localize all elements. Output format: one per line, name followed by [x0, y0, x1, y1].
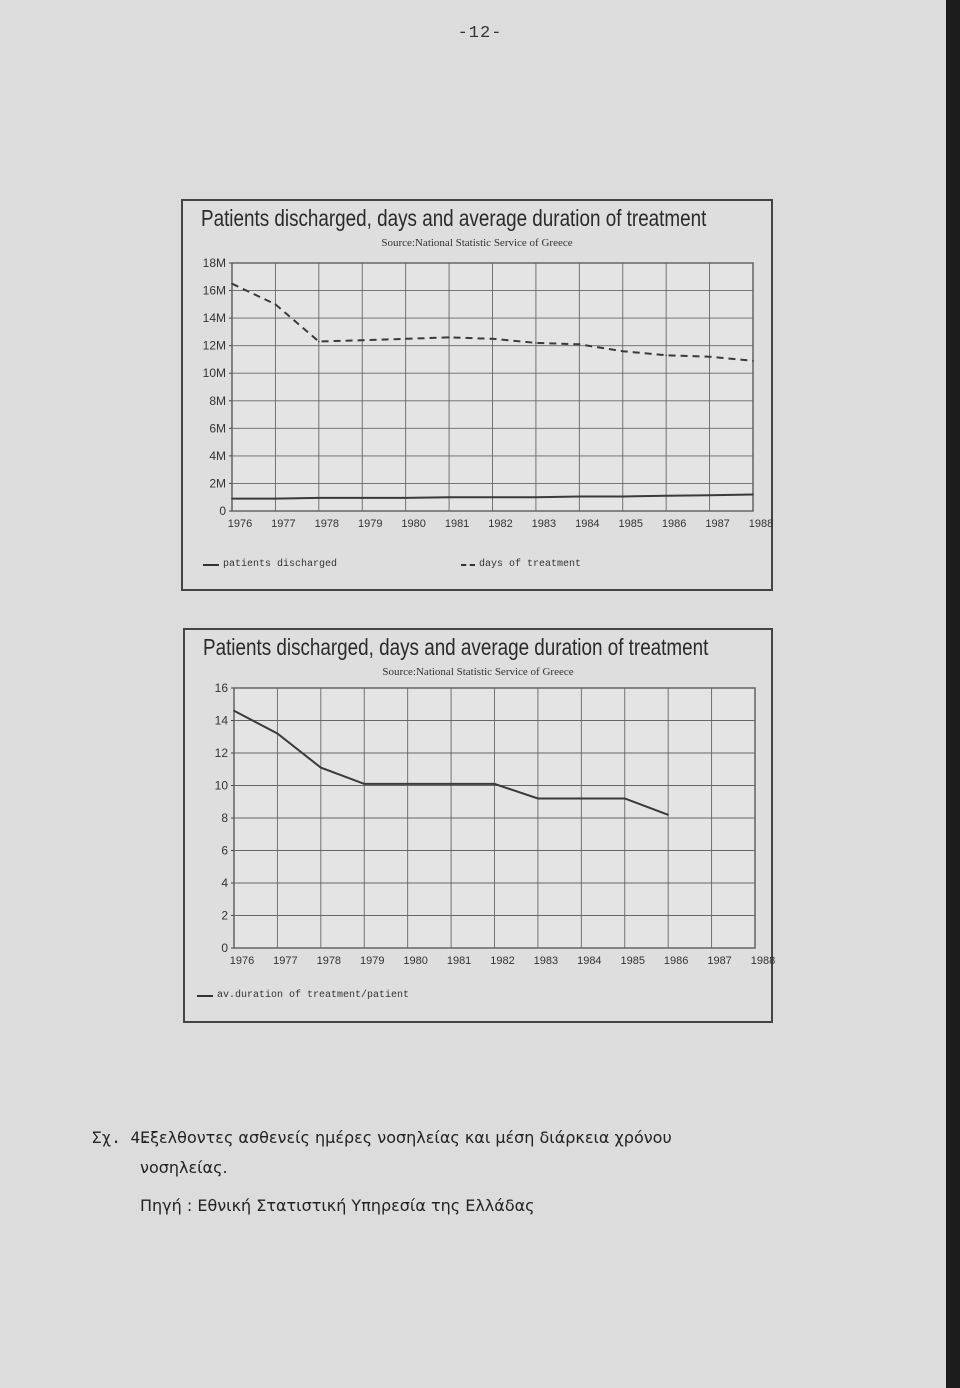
chart-2-y-tick-label: 6 [221, 843, 228, 858]
chart-2-subtitle: Source:National Statistic Service of Greece [382, 666, 574, 678]
figure-source: Πηγή : Εθνική Στατιστική Υπηρεσία της Ελλάδας [140, 1196, 535, 1215]
chart-1-series-1-point [405, 497, 407, 499]
chart-panel-2 [183, 628, 776, 1023]
chart-1-x-tick-label: 1988 [748, 518, 774, 530]
chart-2-series-1-point [667, 814, 669, 816]
chart-1-series-1-point [231, 498, 233, 500]
chart-1-subtitle: Source:National Statistic Service of Greece [381, 237, 573, 249]
chart-2-x-tick-label: 1976 [229, 955, 255, 967]
chart-1-series-2-point [361, 339, 363, 341]
chart-1-series-2-point [275, 304, 277, 306]
chart-2-series-1-point [537, 798, 539, 800]
chart-2-y-tick-label: 12 [214, 746, 228, 760]
chart-1-plot [183, 201, 774, 589]
chart-1-series-1-point [492, 496, 494, 498]
chart-1-x-tick-label: 1982 [488, 518, 513, 530]
scan-edge [946, 0, 960, 1388]
figure-caption [140, 1123, 672, 1183]
chart-2-x-tick-label: 1982 [490, 955, 515, 967]
figure-caption-line-2: νοσηλείας. [140, 1158, 228, 1177]
chart-1-series-1-point [318, 497, 320, 499]
legend-solid-line-icon [203, 564, 219, 566]
chart-2-y-tick-label: 16 [214, 681, 228, 695]
chart-1-x-tick-label: 1980 [401, 518, 426, 530]
chart-2-series-1-point [624, 798, 626, 800]
chart-panel-1 [181, 199, 773, 591]
chart-2-x-tick-label: 1983 [533, 955, 559, 967]
chart-2-series-1-point [494, 783, 496, 785]
chart-1-y-tick-label: 8M [209, 393, 226, 408]
chart-2-y-tick-label: 8 [221, 811, 228, 825]
chart-2-plot [185, 630, 776, 1021]
chart-1-x-tick-label: 1987 [705, 518, 730, 530]
chart-1-series-2-point [665, 355, 667, 357]
chart-1-series-1-point [709, 494, 711, 496]
chart-2-y-tick-label: 14 [214, 713, 228, 728]
chart-1-title: Patients discharged, days and average duration of treatment [201, 205, 707, 231]
chart-2-x-tick-label: 1977 [273, 955, 298, 967]
chart-2-x-tick-label: 1978 [316, 955, 342, 967]
chart-1-x-tick-label: 1986 [661, 518, 687, 530]
chart-1-y-tick-label: 14M [202, 311, 226, 326]
chart-2-x-tick-label: 1988 [750, 955, 776, 967]
chart-1-x-tick-label: 1985 [618, 518, 643, 530]
chart-2-series-1-point [407, 783, 409, 785]
chart-1-series-2-point [579, 343, 581, 345]
chart-1-legend-item-2 [461, 559, 581, 570]
chart-2-x-tick-label: 1987 [707, 955, 732, 967]
chart-2-y-tick-label: 2 [221, 908, 228, 923]
chart-2-y-tick-label: 0 [221, 941, 228, 955]
chart-1-series-1-point [448, 496, 450, 498]
chart-1-series-1-point [275, 498, 277, 500]
chart-1-x-tick-label: 1983 [531, 518, 557, 530]
chart-1-y-tick-label: 4M [209, 448, 226, 463]
chart-2-y-tick-label: 10 [214, 778, 228, 793]
chart-1-series-2-point [231, 283, 233, 285]
chart-2-title: Patients discharged, days and average duration of treatment [203, 634, 709, 660]
chart-1-series-2-point [492, 338, 494, 340]
chart-2-series-1-point [581, 798, 583, 800]
chart-1-legend-label-1: patients discharged [223, 559, 338, 570]
chart-1-series-2-point [535, 342, 537, 344]
chart-1-series-1-point [752, 494, 754, 496]
chart-2-series-1-point [450, 783, 452, 785]
chart-1-y-tick-label: 18M [202, 256, 226, 270]
chart-2-series-1-point [233, 710, 235, 712]
chart-1-legend-label-2: days of treatment [479, 559, 582, 570]
chart-1-y-tick-label: 6M [209, 421, 226, 436]
chart-1-series-1-point [535, 496, 537, 498]
chart-1-series-1-point [622, 496, 624, 498]
chart-1-series-2-point [709, 356, 711, 358]
figure-label: Σχ. 4. [92, 1128, 150, 1147]
chart-1-y-tick-label: 2M [209, 476, 226, 491]
chart-1-legend-item-1 [203, 559, 337, 570]
chart-1-series-2-point [448, 337, 450, 339]
chart-2-x-tick-label: 1985 [620, 955, 645, 967]
chart-2-series-1-point [277, 733, 279, 735]
chart-2-y-tick-label: 4 [221, 876, 228, 890]
chart-1-y-tick-label: 10M [202, 366, 226, 381]
chart-1-x-tick-label: 1979 [358, 518, 383, 530]
chart-2-series-1-point [320, 767, 322, 769]
chart-1-series-2-point [622, 350, 624, 352]
chart-1-x-tick-label: 1978 [314, 518, 340, 530]
chart-1-series-2-point [405, 338, 407, 340]
chart-1-x-tick-label: 1981 [444, 518, 470, 530]
chart-2-x-tick-label: 1986 [663, 955, 689, 967]
chart-1-series-1-point [579, 496, 581, 498]
chart-1-x-tick-label: 1984 [575, 518, 600, 530]
chart-1-series-1-point [665, 495, 667, 497]
chart-1-y-tick-label: 16M [202, 283, 226, 298]
legend-solid-line-icon [197, 995, 213, 997]
chart-2-legend-item-1 [197, 990, 409, 1001]
chart-2-x-tick-label: 1980 [403, 955, 428, 967]
chart-1-series-2-point [318, 341, 320, 343]
chart-1-x-tick-label: 1977 [271, 518, 296, 530]
page-number: -12- [457, 24, 503, 43]
legend-dashed-line-icon [461, 564, 475, 566]
chart-2-x-tick-label: 1981 [446, 955, 472, 967]
chart-2-series-1-point [363, 783, 365, 785]
chart-1-series-1-point [361, 497, 363, 499]
chart-1-y-tick-label: 12M [202, 338, 226, 353]
chart-1-y-tick-label: 0 [219, 504, 226, 518]
chart-2-x-tick-label: 1984 [577, 955, 602, 967]
chart-2-x-tick-label: 1979 [360, 955, 385, 967]
chart-1-series-2-point [752, 360, 754, 362]
chart-1-x-tick-label: 1976 [227, 518, 253, 530]
chart-2-legend-label-1: av.duration of treatment/patient [217, 990, 410, 1001]
figure-caption-line-1: Εξελθοντες ασθενείς ημέρες νοσηλείας και μέση διάρκεια χρόνου [140, 1128, 672, 1147]
